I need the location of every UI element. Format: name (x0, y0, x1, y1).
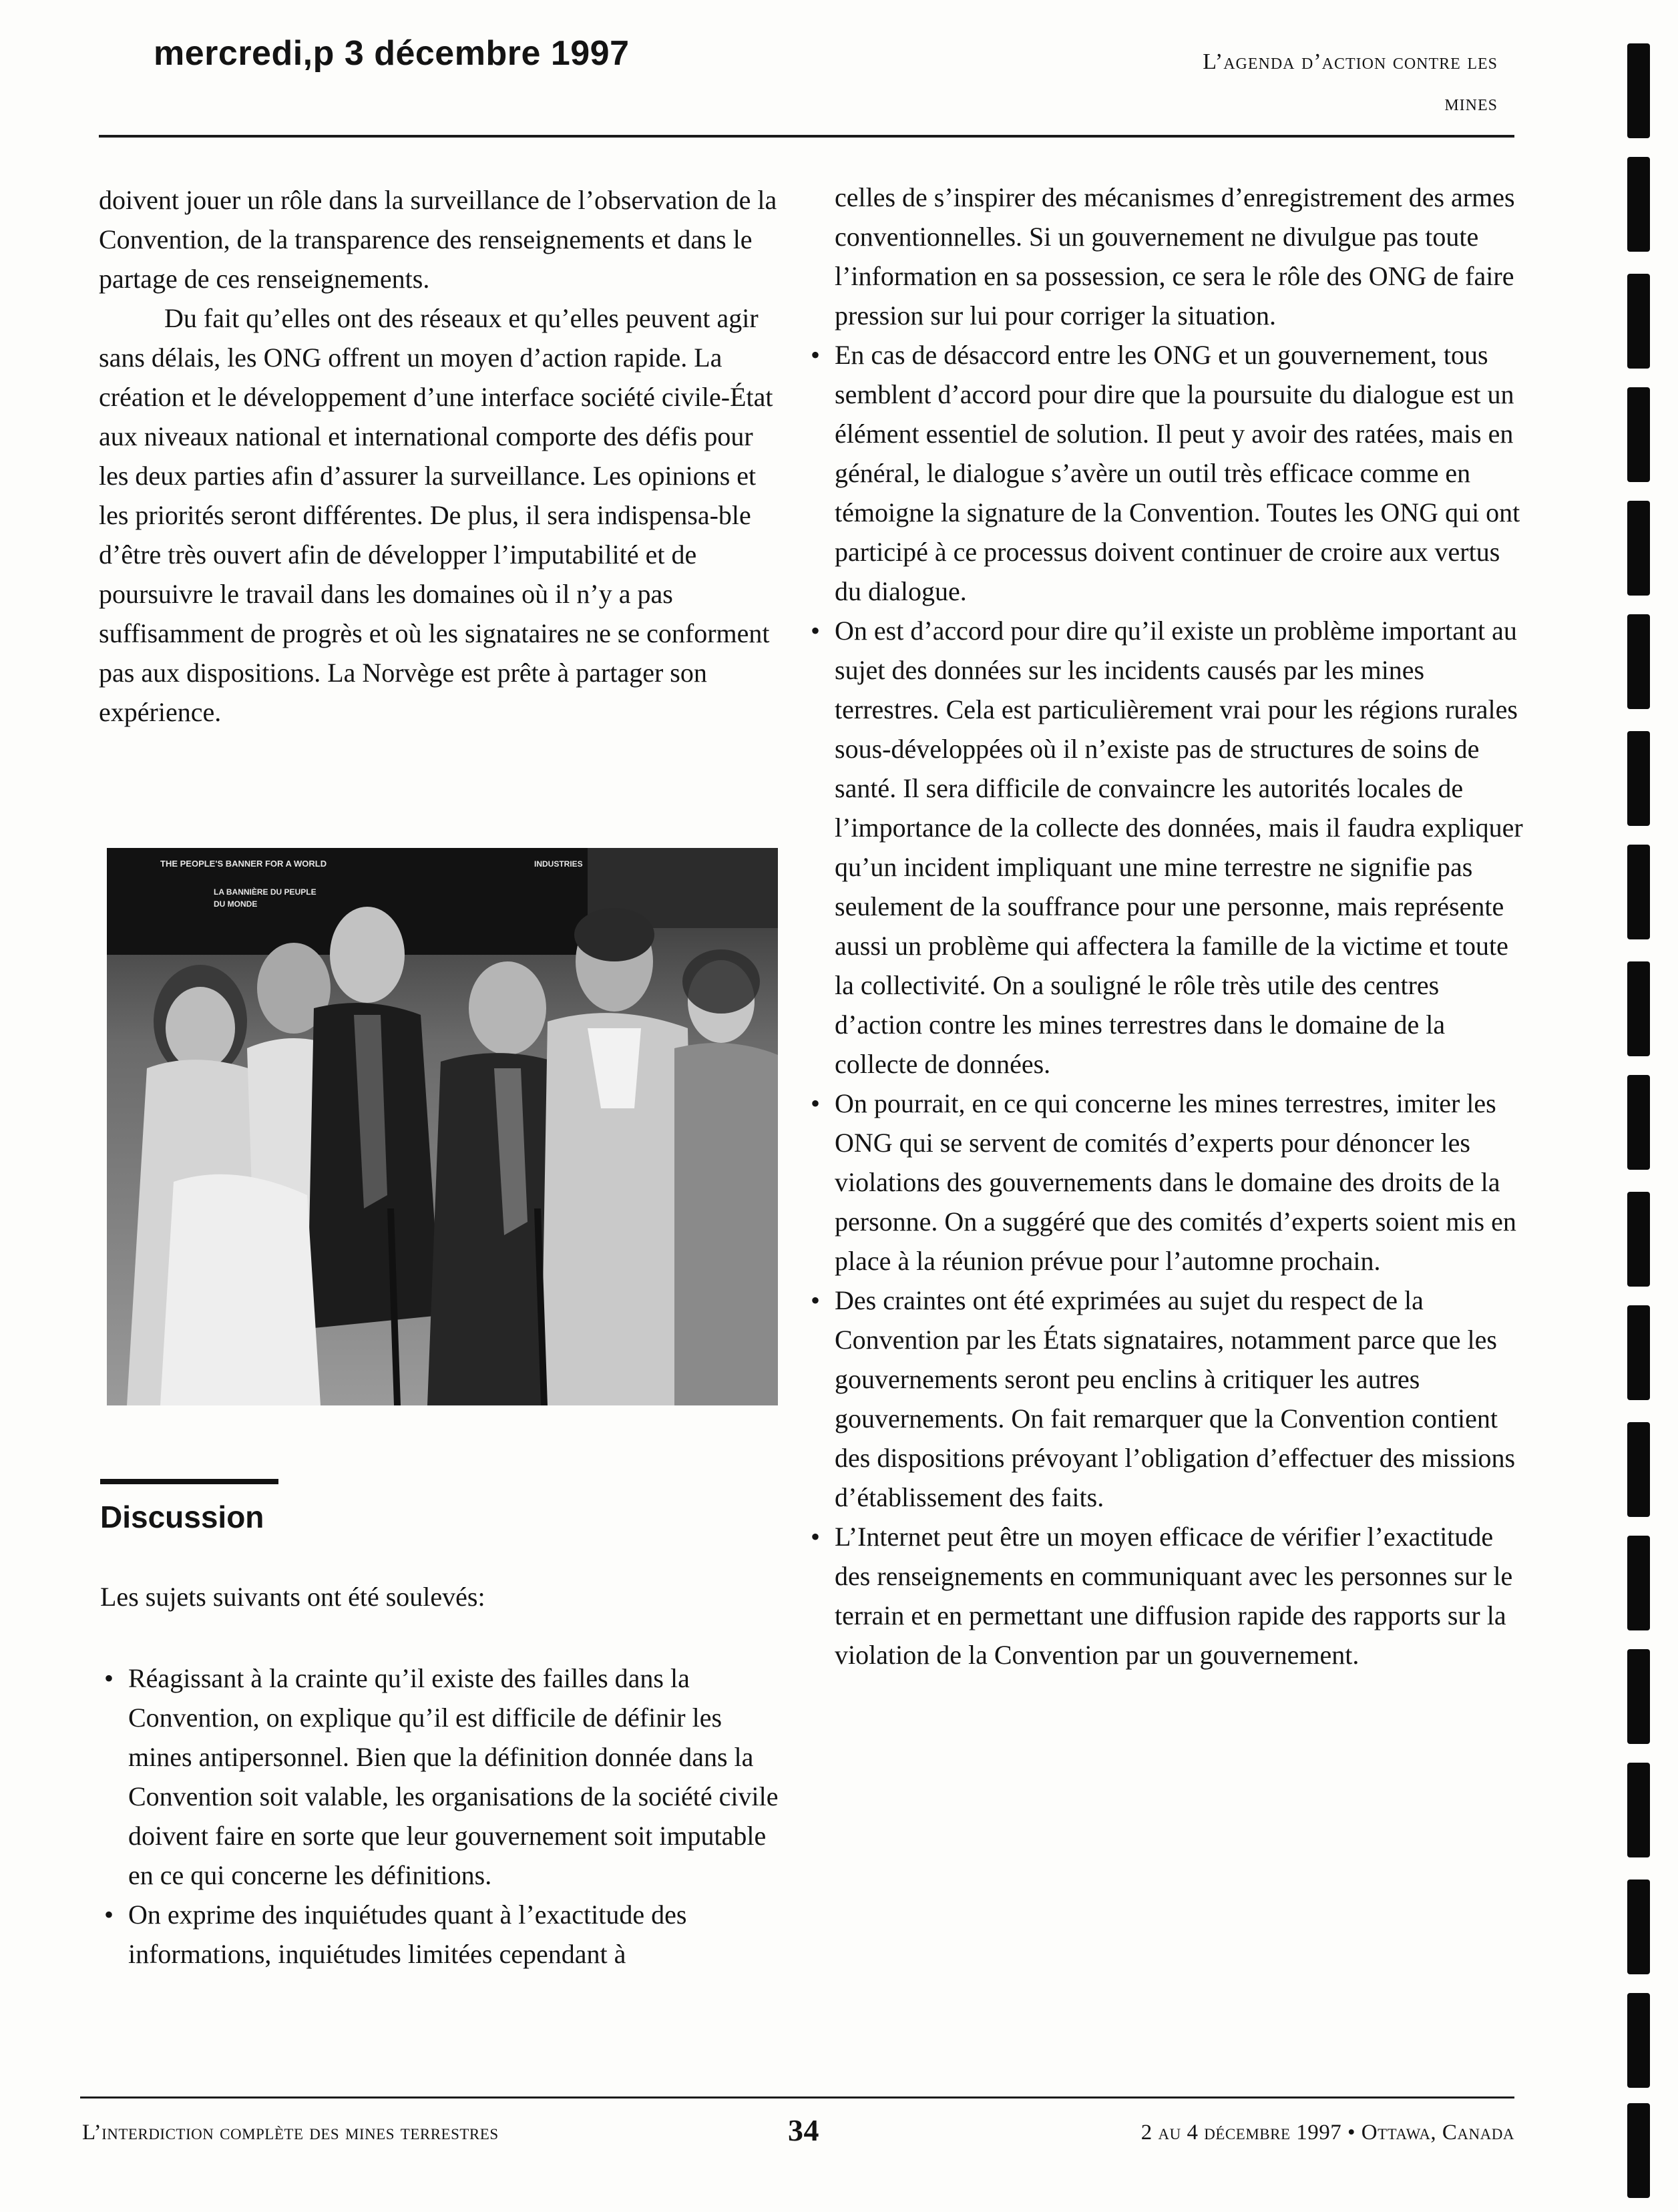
banner-text-2: LA BANNIÈRE DU PEUPLE (214, 887, 317, 897)
left-column (99, 180, 780, 732)
header-date: mercredi,p 3 décembre 1997 (154, 34, 630, 73)
paragraph-continuation: doivent jouer un rôle dans la surveillance de l’observation de la Convention, de la transparence des renseignements et dans le partage de ces renseignements. (99, 185, 777, 294)
footer-publication: L’interdiction complète des mines terrestres (82, 2121, 499, 2145)
right-bullet-4: • Des craintes ont été exprimées au sujet du respect de la Convention par les États signataires, notamment parce que les gouvernements seront peu enclins à critiquer les autres gouvernements. On fait remarquer que la Convention contient des dispositions prévoyant l’obligation d’effectuer des missions d’établissement des faits. (807, 1281, 1528, 1517)
discussion-intro: Les sujets suivants ont été soulevés: (100, 1582, 485, 1612)
right-bullet-5: • L’Internet peut être un moyen efficace de vérifier l’exactitude des renseignements en communiquant avec les personnes sur le terrain et en permettant une diffusion rapide des rapports sur la violation de la Convention par un gouvernement. (807, 1517, 1528, 1675)
scan-margin-marks (1627, 0, 1654, 2212)
page-number: 34 (788, 2113, 819, 2147)
header-title (1030, 41, 1498, 124)
discussion-heading: Discussion (100, 1500, 264, 1534)
group-photo-image (107, 848, 778, 1405)
group-photo (107, 848, 778, 1405)
right-bullet-2: • On est d’accord pour dire qu’il existe un problème important au sujet des données sur les incidents causés par les mines terrestres. Cela est particulièrement vrai pour les régions rurales sous-développées où il n’existe pas de structures de soins de santé. Il sera difficile de convaincre les autorités locales de l’importance de la collecte des données, mais il faudra expliquer qu’un incident impliquant une mine terrestre ne signifie pas seulement de la souffrance pour une personne, mais représente aussi un problème qui affectera la famille de la victime et toute la collectivité. On a souligné le rôle très utile des centres d’action contre les mines terrestres dans le domaine de la collecte de données. (807, 611, 1528, 1084)
banner-text-3: DU MONDE (214, 899, 258, 909)
right-column (807, 178, 1528, 1675)
discussion-bullet-list (100, 1658, 781, 1974)
banner-text-1: THE PEOPLE'S BANNER FOR A WORLD (160, 859, 327, 869)
footer-event: 2 au 4 décembre 1997 • Ottawa, Canada (1140, 2121, 1514, 2145)
paragraph-ong-networks: Du fait qu’elles ont des réseaux et qu’elles peuvent agir sans délais, les ONG offrent un moyen d’action rapide. La création et le développement d’une interface société civile-État aux niveaux national et international comporte des défis pour les deux parties afin d’assurer la surveillance. Les opinions et les priorités seront différentes. De plus, il sera indispensa-ble d’être très ouvert afin de développer l’imputabilité et de poursuivre le travail dans les domaines où il n’y a pas suffisamment de progrès et où les signataires ne se conforment pas aux dispositions. La Norvège est prête à partager son expérience. (99, 303, 773, 727)
header-rule (99, 135, 1514, 138)
bullet-continuation: celles de s’inspirer des mécanismes d’enregistrement des armes conventionnelles. Si un gouvernement ne divulgue pas toute l’information en sa possession, ce sera le rôle des ONG de faire pression sur lui pour corriger la situation. (835, 182, 1515, 330)
banner-text-4: INDUSTRIES (534, 859, 583, 869)
discussion-bullet-1: • Réagissant à la crainte qu’il existe des failles dans la Convention, on explique qu’il est difficile de définir les mines antipersonnel. Bien que la définition donnée dans la Convention soit valable, les organisations de la société civile doivent faire en sorte que leur gouvernement soit imputable en ce qui concerne les définitions. (100, 1658, 781, 1895)
header-title-line2: mines (1444, 91, 1498, 116)
discussion-bullet-2: • On exprime des inquiétudes quant à l’exactitude des informations, inquiétudes limitées cependant à (100, 1895, 781, 1974)
footer-rule (80, 2096, 1514, 2098)
right-bullet-3: • On pourrait, en ce qui concerne les mines terrestres, imiter les ONG qui se servent de comités d’experts pour dénoncer les violations des gouvernements dans le domaine des droits de la personne. On a suggéré que des comités d’experts soient mis en place à la réunion prévue pour l’automne prochain. (807, 1084, 1528, 1281)
discussion-bar (100, 1479, 278, 1484)
right-bullet-1: • En cas de désaccord entre les ONG et un gouvernement, tous semblent d’accord pour dire que la poursuite du dialogue est un élément essentiel de solution. Il peut y avoir des ratées, mais en général, le dialogue s’avère un outil très efficace comme en témoigne la signature de la Convention. Toutes les ONG qui ont participé à ce processus doivent continuer de croire aux vertus du dialogue. (807, 335, 1528, 611)
header-title-line1: L’agenda d’action contre les (1203, 49, 1498, 74)
